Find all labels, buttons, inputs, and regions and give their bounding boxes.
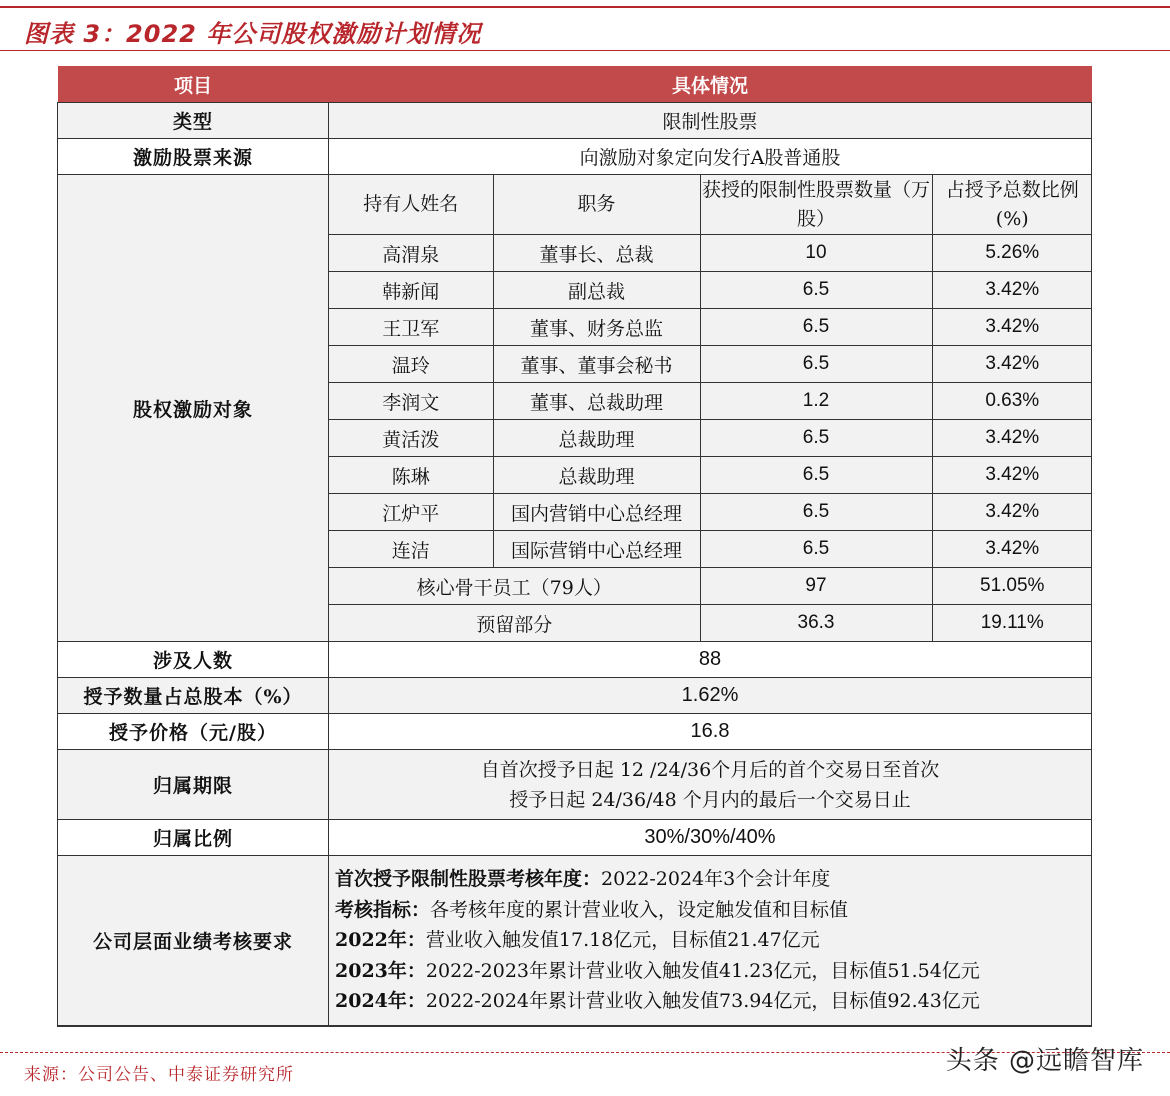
table-header-row <box>58 66 1092 103</box>
performance-line-heading: 首次授予限制性股票考核年度： <box>335 868 602 890</box>
performance-line <box>335 925 1091 956</box>
performance-line-heading: 2024年： <box>335 990 426 1012</box>
table-row <box>329 383 1092 420</box>
grant-ratio: 3.42% <box>932 494 1092 531</box>
recipient-table <box>329 175 1092 641</box>
holder-name: 黄活泼 <box>329 420 493 457</box>
type-row <box>58 103 1092 139</box>
reserved-ratio: 19.11% <box>932 605 1092 642</box>
reserved-row <box>329 605 1092 642</box>
header-item: 项目 <box>58 66 329 103</box>
reserved-label: 预留部分 <box>329 605 700 642</box>
source-note: 来源：公司公告、中泰证券研究所 <box>24 1065 294 1085</box>
performance-line-text: 2022-2023年累计营业收入触发值41.23亿元，目标值51.54亿元 <box>425 959 980 982</box>
table-row <box>329 235 1092 272</box>
holder-name: 高渭泉 <box>329 235 493 272</box>
grant-pct-value: 1.62% <box>329 678 1092 714</box>
stock-source-label: 激励股票来源 <box>58 139 329 175</box>
holder-position: 董事、财务总监 <box>493 309 700 346</box>
holder-name: 温玲 <box>329 346 493 383</box>
holder-name: 王卫军 <box>329 309 493 346</box>
performance-line-heading: 考核指标： <box>335 898 431 921</box>
performance-line-text: 2022-2024年3个会计年度 <box>601 868 831 890</box>
grant-price-label: 授予价格（元/股） <box>58 714 329 750</box>
incentive-target-row <box>58 175 1092 642</box>
granted-shares: 6.5 <box>700 420 932 457</box>
granted-shares: 6.5 <box>700 309 932 346</box>
holder-name: 连洁 <box>329 531 493 568</box>
granted-shares: 6.5 <box>700 457 932 494</box>
watermark: 头条 @远瞻智库 <box>945 1046 1144 1076</box>
recipient-header-row <box>329 175 1092 235</box>
performance-row <box>58 856 1092 1026</box>
core-staff-shares: 97 <box>700 568 932 605</box>
stock-source-value: 向激励对象定向发行A股普通股 <box>329 139 1092 175</box>
grant-ratio: 0.63% <box>932 383 1092 420</box>
col-holder-name: 持有人姓名 <box>329 175 493 235</box>
granted-shares: 10 <box>700 235 932 272</box>
performance-line-text: 各考核年度的累计营业收入，设定触发值和目标值 <box>430 898 849 921</box>
table-row <box>329 272 1092 309</box>
figure-title: 图表 3：2022 年公司股权激励计划情况 <box>24 20 482 48</box>
table-row <box>329 346 1092 383</box>
performance-line-heading: 2022年： <box>335 929 426 951</box>
col-grant-ratio: 占授予总数比例(%) <box>932 175 1092 235</box>
performance-line <box>335 895 1091 926</box>
table-row <box>329 494 1092 531</box>
holder-position: 总裁助理 <box>493 420 700 457</box>
incentive-target-label: 股权激励对象 <box>58 175 329 642</box>
vesting-period-line-1: 自首次授予日起 12 /24/36个月后的首个交易日至首次 <box>480 758 940 781</box>
vesting-period-line-2: 授予日起 24/36/48 个月内的最后一个交易日止 <box>509 788 911 811</box>
performance-line-heading: 2023年： <box>335 959 426 982</box>
holder-position: 国内营销中心总经理 <box>493 494 700 531</box>
people-count-label: 涉及人数 <box>58 642 329 678</box>
grant-ratio: 3.42% <box>932 309 1092 346</box>
top-rule <box>0 6 1170 8</box>
type-label: 类型 <box>58 103 329 139</box>
performance-line <box>335 986 1091 1017</box>
grant-ratio: 3.42% <box>932 346 1092 383</box>
people-count-value: 88 <box>329 642 1092 678</box>
performance-line <box>335 864 1091 895</box>
holder-name: 韩新闻 <box>329 272 493 309</box>
holder-name: 江炉平 <box>329 494 493 531</box>
grant-ratio: 3.42% <box>932 420 1092 457</box>
performance-line <box>335 956 1091 987</box>
grant-price-row <box>58 714 1092 750</box>
table-row <box>329 420 1092 457</box>
core-staff-row <box>329 568 1092 605</box>
granted-shares: 6.5 <box>700 494 932 531</box>
type-value: 限制性股票 <box>329 103 1092 139</box>
granted-shares: 6.5 <box>700 531 932 568</box>
vesting-period-row <box>58 750 1092 820</box>
reserved-shares: 36.3 <box>700 605 932 642</box>
performance-line-text: 2022-2024年累计营业收入触发值73.94亿元，目标值92.43亿元 <box>425 990 980 1012</box>
vesting-ratio-row <box>58 820 1092 856</box>
stock-source-row <box>58 139 1092 175</box>
performance-line-text: 营业收入触发值17.18亿元，目标值21.47亿元 <box>425 929 820 951</box>
performance-label: 公司层面业绩考核要求 <box>58 856 329 1026</box>
grant-pct-row <box>58 678 1092 714</box>
holder-position: 国际营销中心总经理 <box>493 531 700 568</box>
table-row <box>329 309 1092 346</box>
holder-name: 陈琳 <box>329 457 493 494</box>
holder-position: 董事、总裁助理 <box>493 383 700 420</box>
granted-shares: 6.5 <box>700 346 932 383</box>
incentive-plan-table <box>57 66 1092 1027</box>
core-staff-ratio: 51.05% <box>932 568 1092 605</box>
holder-position: 副总裁 <box>493 272 700 309</box>
holder-position: 总裁助理 <box>493 457 700 494</box>
grant-ratio: 3.42% <box>932 457 1092 494</box>
vesting-ratio-label: 归属比例 <box>58 820 329 856</box>
table-row <box>329 457 1092 494</box>
holder-position: 董事、董事会秘书 <box>493 346 700 383</box>
grant-ratio: 3.42% <box>932 531 1092 568</box>
table-row <box>329 531 1092 568</box>
vesting-period-label: 归属期限 <box>58 750 329 820</box>
col-position: 职务 <box>493 175 700 235</box>
granted-shares: 6.5 <box>700 272 932 309</box>
header-detail: 具体情况 <box>329 66 1092 103</box>
grant-ratio: 3.42% <box>932 272 1092 309</box>
holder-name: 李润文 <box>329 383 493 420</box>
title-rule <box>0 50 1170 51</box>
grant-price-value: 16.8 <box>329 714 1092 750</box>
grant-ratio: 5.26% <box>932 235 1092 272</box>
core-staff-label: 核心骨干员工（79人） <box>329 568 700 605</box>
grant-pct-label: 授予数量占总股本（%） <box>58 678 329 714</box>
people-count-row <box>58 642 1092 678</box>
granted-shares: 1.2 <box>700 383 932 420</box>
performance-requirements <box>329 856 1092 1026</box>
vesting-ratio-value: 30%/30%/40% <box>329 820 1092 856</box>
col-granted-shares: 获授的限制性股票数量（万股） <box>700 175 932 235</box>
holder-position: 董事长、总裁 <box>493 235 700 272</box>
